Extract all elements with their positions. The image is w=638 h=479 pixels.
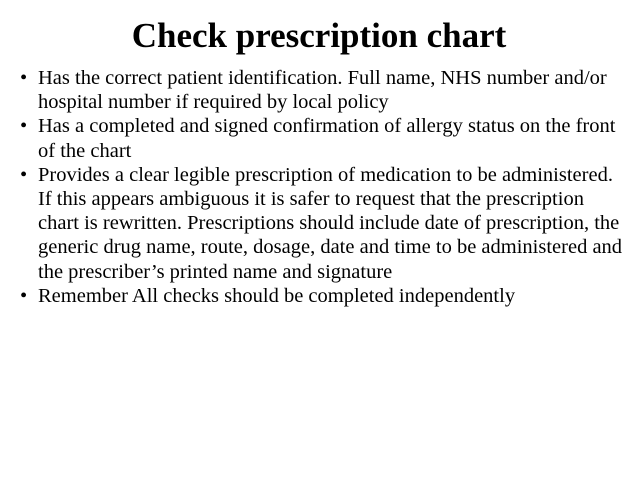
bullet-text: Remember All checks should be completed independently xyxy=(38,284,516,307)
bullet-item-allergy-status xyxy=(20,114,625,162)
bullet-text: Has the correct patient identification. Full name, NHS number and/or hospital number if required by local policy xyxy=(38,67,607,114)
bullet-point-icon: • xyxy=(20,284,28,307)
bullet-item-patient-identification xyxy=(20,66,625,114)
bullet-text: Has a completed and signed confirmation of allergy status on the front of the chart xyxy=(38,115,616,162)
bullet-item-legible-prescription xyxy=(20,163,625,284)
bullet-text: Provides a clear legible prescription of medication to be administered. If this appears ambiguous it is safer to request that the prescription chart is rewritten. Prescriptions should include date of prescription, the generic drug name, route, dosage, date and time to be administered and the prescriber’s printed name and signature xyxy=(38,163,623,283)
bullet-point-icon: • xyxy=(20,67,28,89)
bullet-point-icon: • xyxy=(20,115,28,138)
bullet-item-independent-checks xyxy=(20,284,625,308)
bullet-list xyxy=(20,66,625,308)
bullet-point-icon: • xyxy=(20,163,28,186)
slide-title: Check prescription chart xyxy=(131,16,507,55)
